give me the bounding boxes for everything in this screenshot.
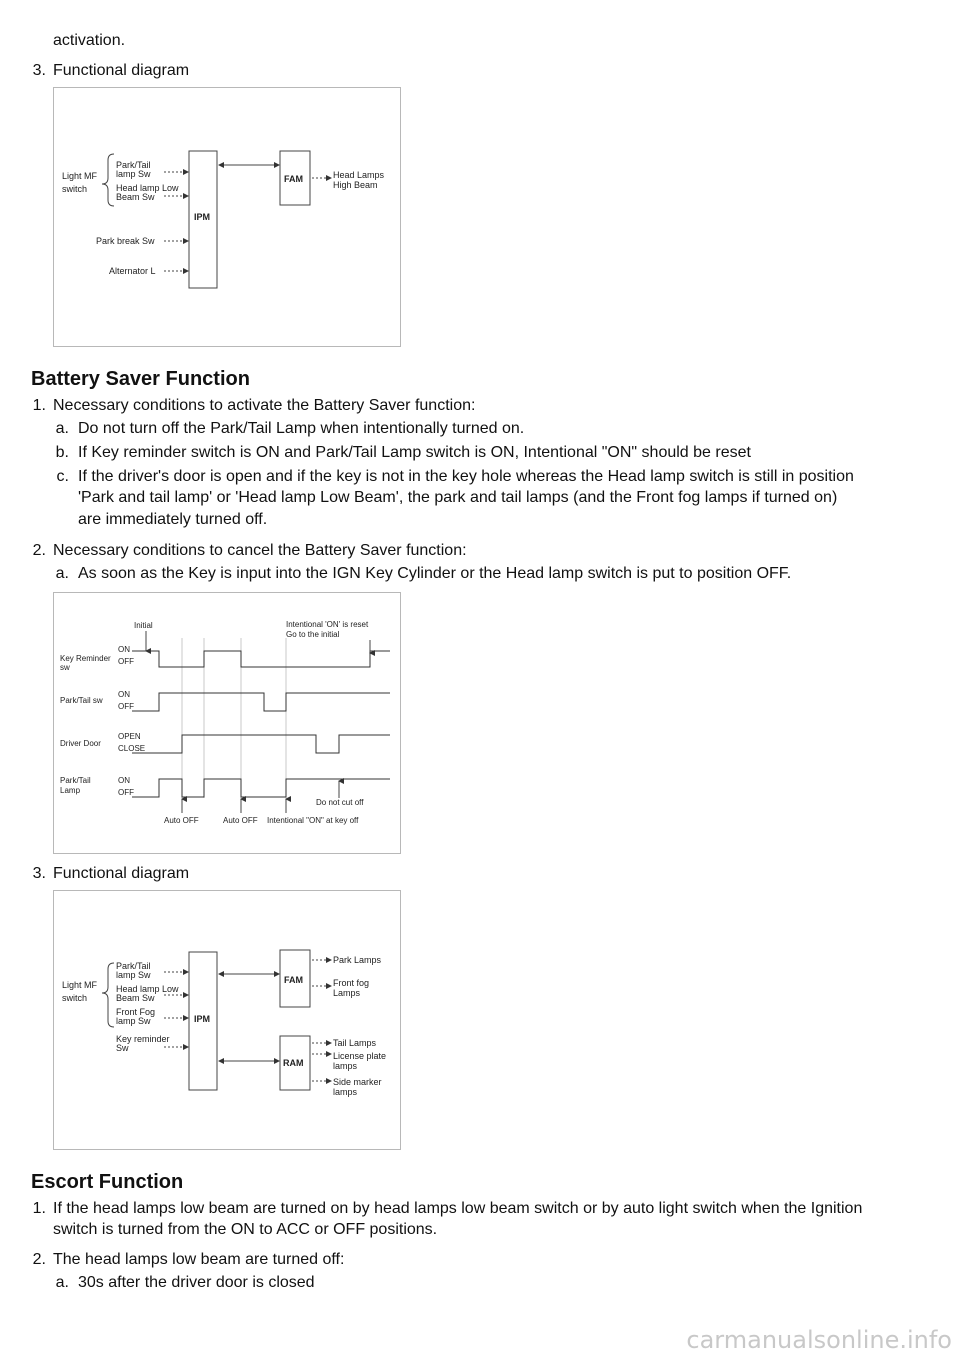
svg-text:Park break Sw: Park break Sw [96, 236, 155, 246]
battery-item-a: Do not turn off the Park/Tail Lamp when intentionally turned on. [78, 420, 525, 437]
svg-text:IPM: IPM [194, 212, 211, 222]
functional-diagram-1 [53, 87, 401, 347]
battery-item-c-line3: are immediately turned off. [78, 511, 268, 528]
timing-diagram [53, 592, 401, 854]
svg-text:Intentional "ON" at key off: Intentional "ON" at key off [267, 816, 359, 825]
svg-text:ON: ON [118, 645, 130, 654]
battery-item-c-line2: 'Park and tail lamp' or 'Head lamp Low Beam', the park and tail lamps (and the Front fog lamps if turned on) [78, 489, 838, 506]
svg-text:RAM: RAM [283, 1058, 304, 1068]
functional-diagram-2 [53, 890, 401, 1150]
svg-text:Tail Lamps: Tail Lamps [333, 1038, 377, 1048]
escort-item-2: The head lamps low beam are turned off: [53, 1251, 345, 1268]
escort-item-1-line2: switch is turned from the ON to ACC or OFF positions. [53, 1221, 438, 1238]
svg-text:ON: ON [118, 690, 130, 699]
svg-text:OPEN: OPEN [118, 732, 141, 741]
svg-text:Park/Tail sw: Park/Tail sw [60, 696, 103, 705]
svg-text:Auto OFF: Auto OFF [164, 816, 199, 825]
battery-item-b: If Key reminder switch is ON and Park/Tail Lamp switch is ON, Intentional "ON" should be reset [78, 444, 751, 461]
svg-text:IPM: IPM [194, 1014, 211, 1024]
battery-cancel-item-a: As soon as the Key is input into the IGN Key Cylinder or the Head lamp switch is put to position OFF. [78, 565, 792, 582]
svg-text:FAM: FAM [284, 975, 303, 985]
svg-text:lamps: lamps [333, 1061, 358, 1071]
battery-item-c-line1: If the driver's door is open and if the key is not in the key hole whereas the Head lamp switch is still in position [78, 468, 854, 485]
svg-text:Head Lamps: Head Lamps [333, 170, 385, 180]
svg-text:Beam Sw: Beam Sw [116, 192, 155, 202]
svg-text:Head lamp Low: Head lamp Low [116, 183, 179, 193]
svg-text:OFF: OFF [118, 657, 134, 666]
continuation-text: activation. [53, 32, 126, 49]
svg-text:Park/Tail: Park/Tail [116, 961, 151, 971]
svg-text:Auto OFF: Auto OFF [223, 816, 258, 825]
label-light-mf: Light MF [62, 171, 98, 181]
svg-text:Park/Tail: Park/Tail [60, 776, 91, 785]
svg-text:Park Lamps: Park Lamps [333, 955, 382, 965]
label-switch: switch [62, 184, 88, 194]
svg-text:lamps: lamps [333, 1087, 358, 1097]
svg-text:Initial: Initial [134, 621, 153, 630]
svg-text:Lamp: Lamp [60, 786, 81, 795]
svg-text:Front fog: Front fog [333, 978, 370, 988]
svg-text:Beam Sw: Beam Sw [116, 993, 155, 1003]
section-heading-escort: Escort Function [31, 1171, 184, 1193]
list-number: 3. [32, 62, 46, 79]
battery-condition-activate: Necessary conditions to activate the Battery Saver function: [53, 397, 476, 414]
svg-text:ON: ON [118, 776, 130, 785]
section-heading-battery-saver: Battery Saver Function [31, 368, 250, 390]
svg-text:Go to the initial: Go to the initial [286, 630, 340, 639]
svg-text:Alternator L: Alternator L [109, 266, 156, 276]
escort-item-2a: 30s after the driver door is closed [78, 1274, 315, 1291]
list-item-functional-diagram-2: Functional diagram [53, 865, 190, 882]
svg-text:Park/Tail: Park/Tail [116, 160, 151, 170]
svg-text:Driver Door: Driver Door [60, 739, 101, 748]
svg-text:OFF: OFF [118, 702, 134, 711]
svg-text:Intentional 'ON' is reset: Intentional 'ON' is reset [286, 620, 369, 629]
escort-item-1-line1: If the head lamps low beam are turned on by head lamps low beam switch or by auto light switch when the Ignition [53, 1200, 863, 1217]
svg-text:License plate: License plate [333, 1051, 387, 1061]
list-item-functional-diagram: Functional diagram [53, 62, 190, 79]
svg-text:Side marker: Side marker [333, 1077, 382, 1087]
svg-text:Key Reminder: Key Reminder [60, 654, 111, 663]
svg-text:lamp Sw: lamp Sw [116, 169, 151, 179]
watermark: carmanualsonline.info [686, 1326, 952, 1354]
battery-condition-cancel: Necessary conditions to cancel the Battery Saver function: [53, 542, 467, 559]
svg-text:Light MF: Light MF [62, 980, 98, 990]
svg-text:Do not cut off: Do not cut off [316, 798, 364, 807]
svg-text:OFF: OFF [118, 788, 134, 797]
svg-text:High Beam: High Beam [333, 180, 378, 190]
svg-text:Lamps: Lamps [333, 988, 361, 998]
svg-text:Sw: Sw [116, 1043, 129, 1053]
svg-text:switch: switch [62, 993, 88, 1003]
svg-text:lamp Sw: lamp Sw [116, 1016, 151, 1026]
svg-text:lamp Sw: lamp Sw [116, 970, 151, 980]
svg-text:Head lamp Low: Head lamp Low [116, 984, 179, 994]
svg-text:FAM: FAM [284, 174, 303, 184]
svg-text:CLOSE: CLOSE [118, 744, 146, 753]
svg-text:sw: sw [60, 663, 70, 672]
svg-text:Key reminder: Key reminder [116, 1034, 170, 1044]
svg-text:Front Fog: Front Fog [116, 1007, 156, 1017]
